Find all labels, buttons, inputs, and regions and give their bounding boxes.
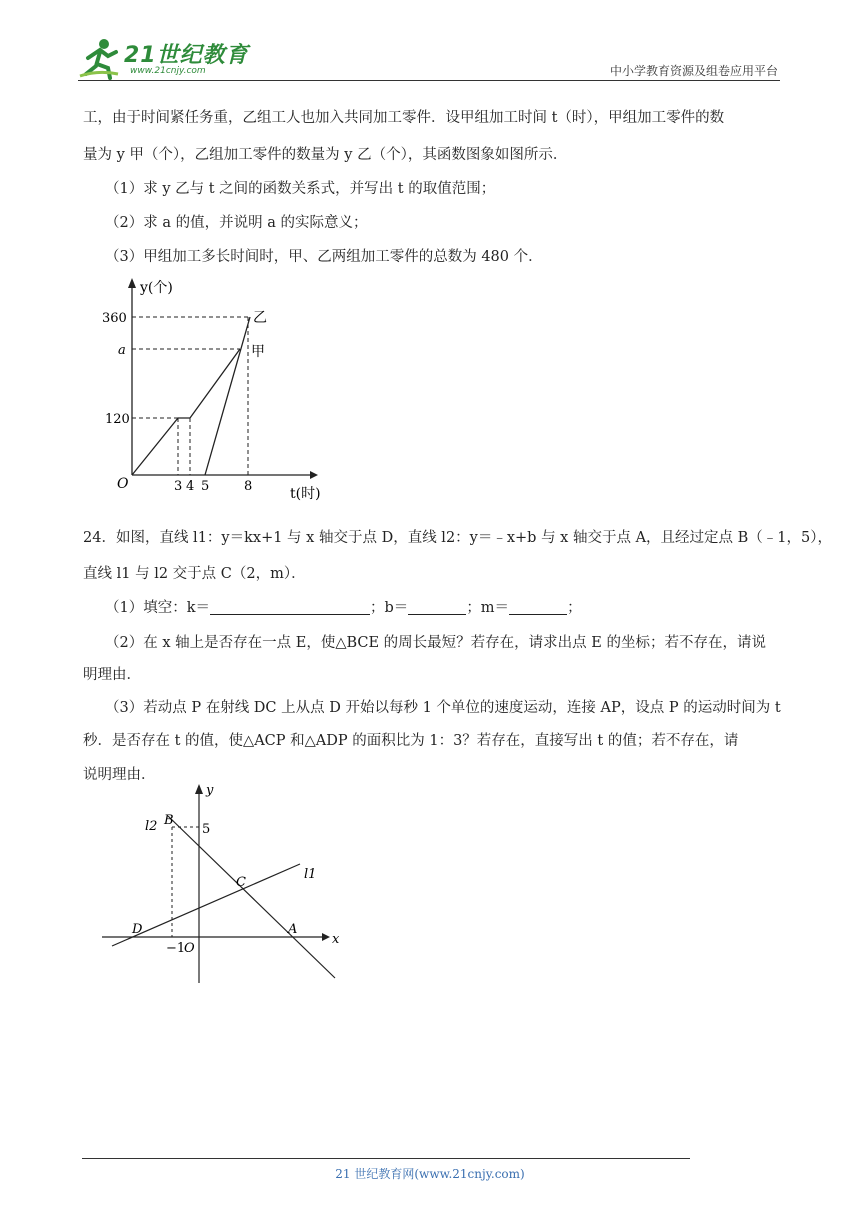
ytick-a: a — [118, 343, 126, 358]
logo — [78, 36, 258, 80]
q24-part1 — [105, 596, 582, 617]
line-jia — [132, 349, 240, 475]
runner-icon — [78, 36, 122, 80]
q24-part3-line1: （3）若动点 P 在射线 DC 上从点 D 开始以每秒 1 个单位的速度运动，连接 AP，设点 P 的运动时间为 t — [105, 700, 781, 716]
q24-figure — [100, 780, 350, 990]
tick-5-label: 5 — [202, 822, 211, 837]
q23-line1: 工，由于时间紧任务重，乙组工人也加入共同加工零件．设甲组加工时间 t（时），甲组加工零件的数 — [83, 110, 725, 126]
x-axis-arrow — [322, 933, 330, 941]
q24-line1: 24．如图，直线 l1：y＝kx+1 与 x 轴交于点 D，直线 l2：y＝﹣x+b 与 x 轴交于点 A，且经过定点 B（﹣1，5）， — [83, 530, 833, 546]
ytick-120: 120 — [105, 412, 130, 427]
fill-k-label: （1）填空：k＝ — [105, 600, 211, 616]
fill-end: ； — [567, 600, 582, 616]
blank-m[interactable] — [509, 600, 567, 615]
ytick-360: 360 — [102, 311, 127, 326]
y-axis-label: y(个) — [140, 280, 173, 296]
footer-text[interactable]: 21 世纪教育网(www.21cnjy.com) — [335, 1167, 525, 1181]
q23-part3: （3）甲组加工多长时间时，甲、乙两组加工零件的总数为 480 个． — [105, 249, 543, 265]
x-axis-arrow — [310, 471, 318, 479]
origin-label: O — [117, 476, 129, 492]
xtick-5: 5 — [201, 479, 210, 494]
point-C-label: C — [236, 875, 246, 890]
q23-part2: （2）求 a 的值，并说明 a 的实际意义； — [105, 215, 368, 231]
q24-line2: 直线 l1 与 l2 交于点 C（2，m）． — [83, 566, 306, 582]
label-jia: 甲 — [251, 344, 265, 360]
xtick-4: 4 — [186, 479, 195, 494]
xtick-8: 8 — [244, 479, 253, 494]
y-axis-arrow — [195, 784, 203, 794]
blank-b[interactable] — [408, 600, 466, 615]
logo-url: www.21cnjy.com — [130, 66, 206, 76]
fill-m-label: ；m＝ — [466, 600, 510, 616]
y-label: y — [206, 783, 214, 798]
line-yi — [205, 317, 250, 475]
l1-label: l1 — [304, 867, 317, 882]
q24-part3-line3: 说明理由． — [83, 767, 156, 783]
q23-part1: （1）求 y 乙与 t 之间的函数关系式，并写出 t 的取值范围； — [105, 181, 496, 197]
origin-label: O — [184, 941, 195, 956]
q24-part2-line2: 明理由． — [83, 667, 141, 683]
y-axis-arrow — [128, 278, 136, 288]
logo-text: 21世纪教育 — [124, 43, 249, 68]
l2-label: l2 — [145, 819, 158, 834]
header-divider — [78, 80, 780, 81]
xtick-3: 3 — [174, 479, 183, 494]
page-header — [78, 30, 778, 82]
point-B-label: B — [164, 813, 174, 828]
footer-divider — [82, 1158, 690, 1159]
point-A-label: A — [288, 922, 298, 937]
fill-b-label: ；b＝ — [370, 600, 409, 616]
q24-part3-line2: 秒．是否存在 t 的值，使△ACP 和△ADP 的面积比为 1：3？若存在，直接写出 t 的值；若不存在，请 — [83, 733, 739, 749]
q23-graph — [100, 272, 340, 504]
tick-neg1-label: −1 — [166, 941, 186, 956]
point-D-label: D — [132, 922, 143, 937]
blank-k[interactable] — [210, 600, 370, 615]
platform-label: 中小学教育资源及组卷应用平台 — [609, 64, 778, 78]
q24-part2-line1: （2）在 x 轴上是否存在一点 E，使△BCE 的周长最短？若存在，请求出点 E 的坐标；若不存在，请说 — [105, 635, 766, 651]
x-axis-label: t(时) — [290, 486, 321, 502]
label-yi: 乙 — [253, 310, 267, 326]
q23-line2: 量为 y 甲（个），乙组加工零件的数量为 y 乙（个），其函数图象如图所示． — [83, 147, 568, 163]
x-label: x — [332, 932, 340, 947]
